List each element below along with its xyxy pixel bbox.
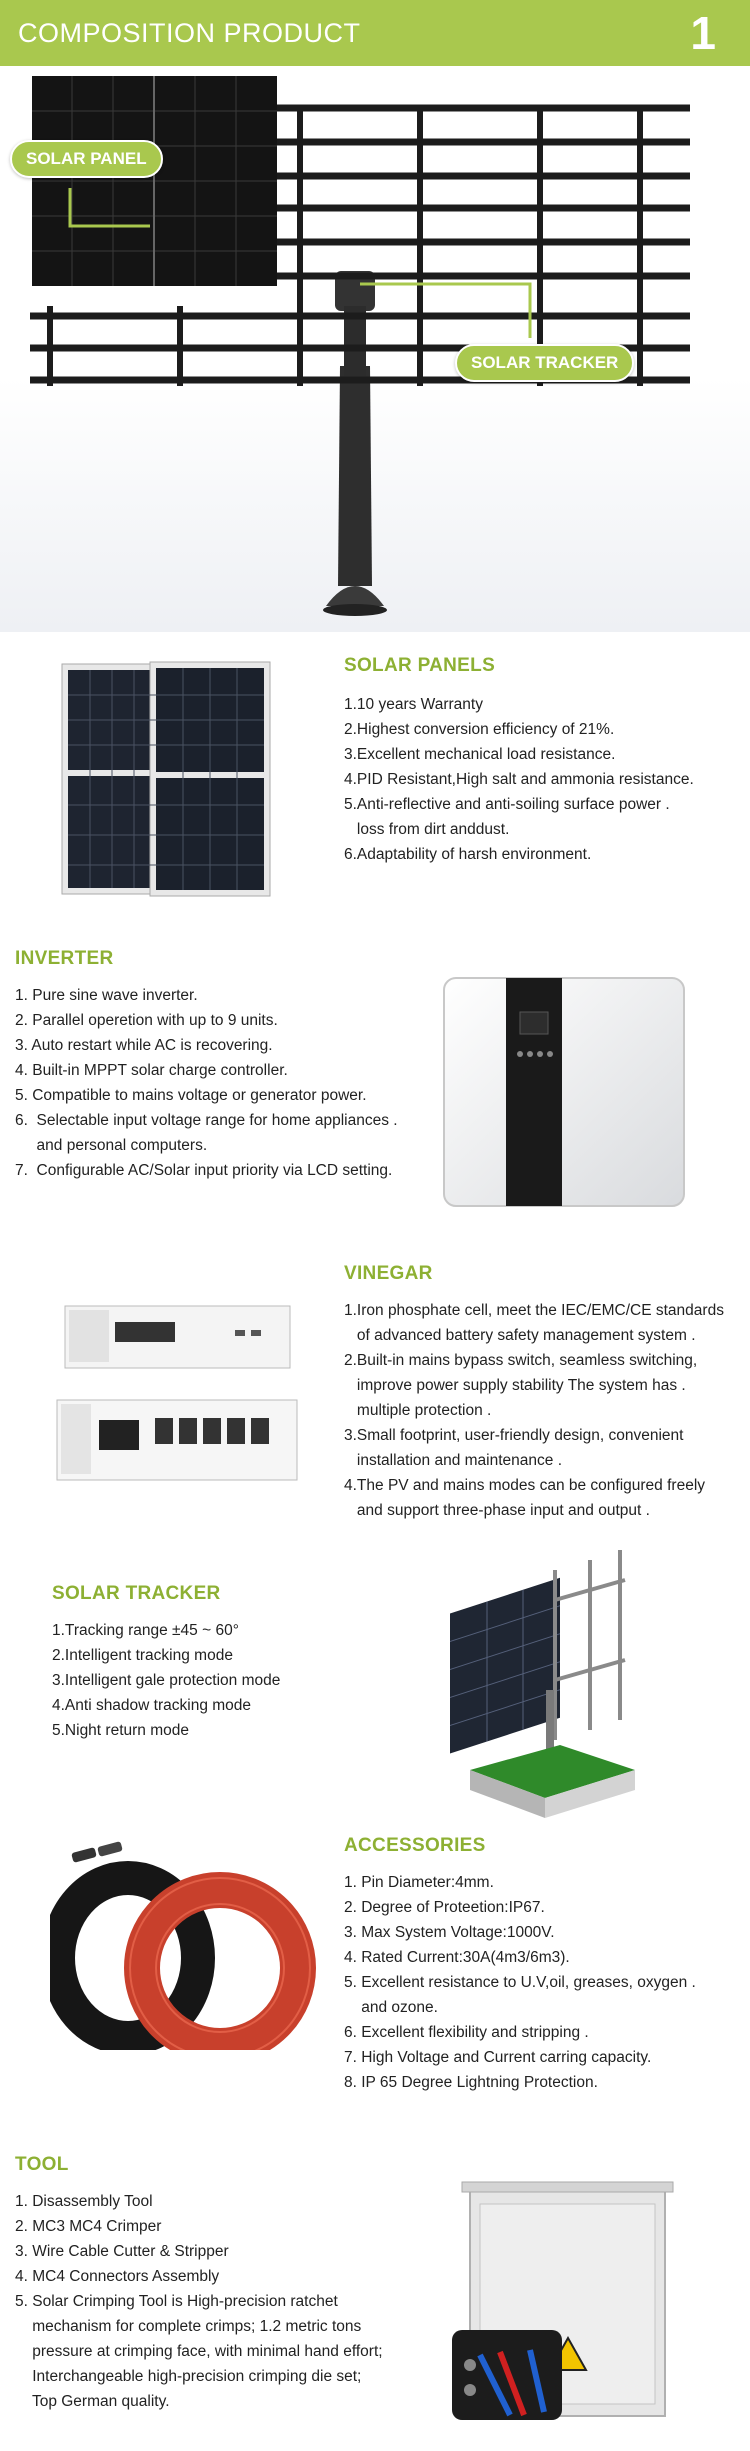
list-item: and support three-phase input and output . <box>344 1502 650 1519</box>
list-item: 3. Auto restart while AC is recovering. <box>15 1037 273 1054</box>
list-item: 8. IP 65 Degree Lightning Protection. <box>344 2074 598 2091</box>
list-item: and personal computers. <box>15 1137 208 1154</box>
list-item: 5.Anti-reflective and anti-soiling surface power . <box>344 796 670 813</box>
inverter-image <box>440 972 690 1212</box>
list-item: 3.Small footprint, user-friendly design, convenient <box>344 1427 684 1444</box>
list-item: pressure at crimping face, with minimal hand effort; <box>15 2343 383 2360</box>
vinegar-features <box>344 1298 724 1523</box>
section-title-tool: TOOL <box>15 2154 69 2175</box>
list-item: 1. Pin Diameter:4mm. <box>344 1874 494 1891</box>
list-item: 6. Excellent flexibility and stripping . <box>344 2024 589 2041</box>
tool-cabinet-image <box>440 2180 680 2430</box>
list-item: Top German quality. <box>15 2393 170 2410</box>
solar-panels-features <box>344 692 694 867</box>
section-title-solar-panels: SOLAR PANELS <box>344 655 496 676</box>
list-item: multiple protection . <box>344 1402 492 1419</box>
section-title-accessories: ACCESSORIES <box>344 1835 486 1856</box>
list-item: Interchangeable high-precision crimping die set; <box>15 2368 362 2385</box>
list-item: 4. Rated Current:30A(4m3/6m3). <box>344 1949 570 1966</box>
list-item: 6. Selectable input voltage range for home appliances . <box>15 1112 398 1129</box>
list-item: 2.Intelligent tracking mode <box>52 1647 233 1664</box>
solar-tracker-image <box>430 1540 670 1820</box>
list-item: 1.Iron phosphate cell, meet the IEC/EMC/CE standards <box>344 1302 724 1319</box>
page-title: COMPOSITION PRODUCT <box>18 18 361 48</box>
list-item: and ozone. <box>344 1999 438 2016</box>
list-item: 1. Disassembly Tool <box>15 2193 153 2210</box>
list-item: 1.Tracking range ±45 ~ 60° <box>52 1622 239 1639</box>
list-item: 2. Degree of Proteetion:IP67. <box>344 1899 545 1916</box>
vinegar-battery-image <box>55 1300 305 1500</box>
list-item: loss from dirt anddust. <box>344 821 510 838</box>
list-item: 5. Compatible to mains voltage or generator power. <box>15 1087 367 1104</box>
list-item: 5. Solar Crimping Tool is High-precision ratchet <box>15 2293 338 2310</box>
list-item: improve power supply stability The system has . <box>344 1377 686 1394</box>
list-item: 3. Max System Voltage:1000V. <box>344 1924 555 1941</box>
list-item: 6.Adaptability of harsh environment. <box>344 846 592 863</box>
callout-solar-tracker: SOLAR TRACKER <box>455 344 634 382</box>
list-item: 7. High Voltage and Current carring capacity. <box>344 2049 652 2066</box>
section-title-solar-tracker: SOLAR TRACKER <box>52 1583 221 1604</box>
list-item: 4. Built-in MPPT solar charge controller. <box>15 1062 288 1079</box>
accessories-cable-image <box>50 1840 320 2050</box>
list-item: 5.Night return mode <box>52 1722 189 1739</box>
list-item: 1.10 years Warranty <box>344 696 483 713</box>
list-item: 2. MC3 MC4 Crimper <box>15 2218 162 2235</box>
list-item: mechanism for complete crimps; 1.2 metric tons <box>15 2318 362 2335</box>
solar-tracker-features <box>52 1618 280 1743</box>
section-title-vinegar: VINEGAR <box>344 1263 433 1284</box>
list-item: 4.PID Resistant,High salt and ammonia resistance. <box>344 771 694 788</box>
list-item: 4.The PV and mains modes can be configured freely <box>344 1477 706 1494</box>
list-item: 4.Anti shadow tracking mode <box>52 1697 252 1714</box>
list-item: 5. Excellent resistance to U.V,oil, greases, oxygen . <box>344 1974 696 1991</box>
callout-solar-panel: SOLAR PANEL <box>10 140 163 178</box>
list-item: 3.Excellent mechanical load resistance. <box>344 746 616 763</box>
list-item: 3.Intelligent gale protection mode <box>52 1672 281 1689</box>
section-title-inverter: INVERTER <box>15 948 114 969</box>
list-item: 2.Highest conversion efficiency of 21%. <box>344 721 615 738</box>
tool-features <box>15 2189 383 2414</box>
inverter-features <box>15 983 398 1183</box>
hero-product-image <box>0 66 750 632</box>
list-item: 3. Wire Cable Cutter & Stripper <box>15 2243 229 2260</box>
list-item: of advanced battery safety management system . <box>344 1327 696 1344</box>
list-item: 2. Parallel operetion with up to 9 units. <box>15 1012 278 1029</box>
list-item: 7. Configurable AC/Solar input priority via LCD setting. <box>15 1162 393 1179</box>
list-item: installation and maintenance . <box>344 1452 562 1469</box>
list-item: 2.Built-in mains bypass switch, seamless switching, <box>344 1352 698 1369</box>
accessories-features <box>344 1870 696 2095</box>
list-item: 1. Pure sine wave inverter. <box>15 987 198 1004</box>
page-number: 1 <box>690 7 716 59</box>
solar-panels-image <box>60 660 310 900</box>
header-bar <box>0 0 750 66</box>
list-item: 4. MC4 Connectors Assembly <box>15 2268 220 2285</box>
